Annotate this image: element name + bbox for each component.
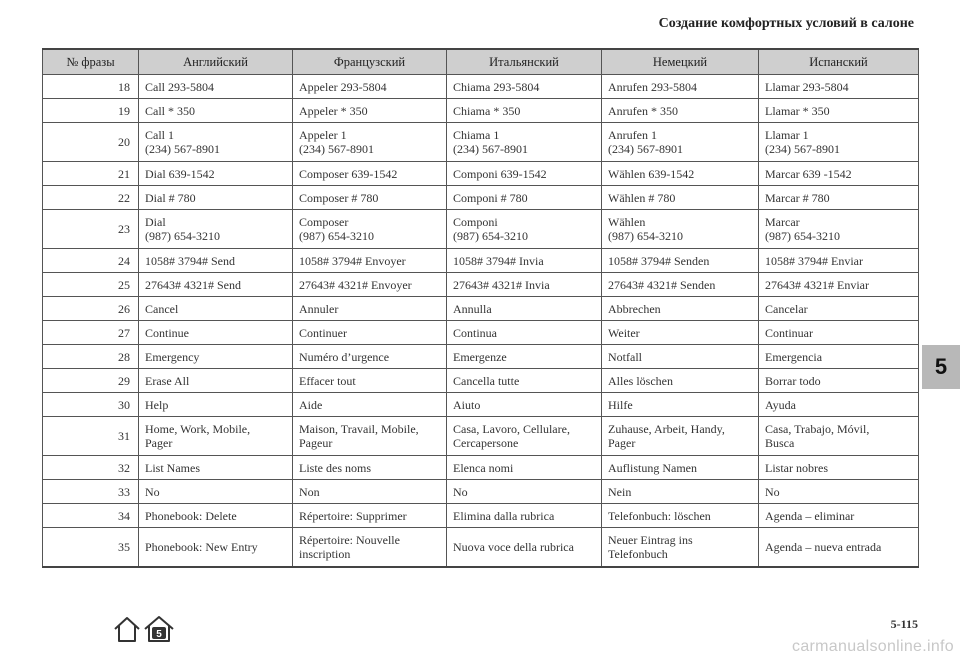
phrase-text: Wählen 639-1542 [608,166,695,181]
table-row [43,321,919,345]
chapter-home-icon [145,617,173,641]
phrase-cell [759,417,919,456]
phrase-text: Dial 639-1542 [145,166,215,181]
table-row [43,99,919,123]
phrase-cell [602,249,759,273]
phrase-text: Erase All [145,373,190,388]
phrase-text: Nuova voce della rubrica [453,539,574,554]
phrase-text: Cancella tutte [453,373,520,388]
phrase-cell [759,345,919,369]
phrase-cell [139,504,293,528]
phrase-cell [447,162,602,186]
phrase-text: (987) 654-3210 [145,229,220,243]
phrase-text: Cancel [145,301,179,316]
phrase-cell [759,456,919,480]
phrase-text: Chiama * 350 [453,103,521,118]
phrase-cell [759,528,919,567]
phrase-text: Effacer tout [299,373,356,388]
phrase-number-cell: 34 [43,504,139,528]
phrase-text: Dial # 780 [145,190,196,205]
table-row [43,504,919,528]
phrase-number-cell: 28 [43,345,139,369]
phrase-text: 1058# 3794# Enviar [765,253,863,268]
phrase-cell [602,75,759,99]
phrase-text: Composer # 780 [299,190,379,205]
phrase-cell [602,393,759,417]
phrase-cell [759,504,919,528]
phrase-text: Répertoire: Supprimer [299,508,407,523]
phrase-text: Marcar # 780 [765,190,830,205]
watermark: carmanualsonline.info [792,638,954,655]
phrase-text: No [765,484,780,499]
phrase-cell [139,528,293,567]
phrase-cell [759,273,919,297]
phrase-cell [447,321,602,345]
column-header: Французский [293,49,447,75]
phrase-cell [602,345,759,369]
phrase-text: Telefonbuch: löschen [608,508,711,523]
phrase-text: (987) 654-3210 [453,229,528,243]
table-row [43,456,919,480]
phrase-cell [293,345,447,369]
phrase-number-cell: 31 [43,417,139,456]
phrase-cell [293,369,447,393]
phrase-cell [139,186,293,210]
phrase-cell [602,186,759,210]
phrase-text: Borrar todo [765,373,821,388]
phrase-cell [759,297,919,321]
phrase-number-cell: 20 [43,123,139,162]
phrase-text: Casa, Lavoro, Cellulare, [453,422,570,436]
phrase-cell [602,456,759,480]
phrase-text: Composer 639-1542 [299,166,398,181]
phrase-text: Home, Work, Mobile, [145,422,251,436]
phrase-cell [293,417,447,456]
phrase-cell [139,162,293,186]
phrase-cell [139,273,293,297]
table-body [43,75,919,567]
column-header: Английский [139,49,293,75]
phrase-cell [602,504,759,528]
phrase-cell [759,249,919,273]
table-row [43,210,919,249]
phrase-cell [139,210,293,249]
phrase-number-cell: 18 [43,75,139,99]
phrase-cell [139,75,293,99]
table-row [43,345,919,369]
home-icon [115,618,139,641]
phrase-text: Répertoire: Nouvelle [299,532,400,547]
phrase-text: Call * 350 [145,103,195,118]
phrase-cell [139,99,293,123]
phrase-cell [447,123,602,162]
table-row [43,186,919,210]
phrase-cell [293,162,447,186]
phrase-number-cell: 19 [43,99,139,123]
phrase-text: Listar nobres [765,460,828,475]
phrase-text: 27643# 4321# Envoyer [299,277,412,292]
phrase-cell [759,210,919,249]
column-header: Немецкий [602,49,759,75]
phrase-cell [759,480,919,504]
phrase-text: Continua [453,325,497,340]
phrase-text: Busca [765,436,795,450]
phrase-text: Pager [145,436,173,450]
phrase-text: Anrufen 1 [608,128,657,142]
phrase-text: Phonebook: Delete [145,508,237,523]
phrase-text: Hilfe [608,397,633,412]
column-header: Испанский [759,49,919,75]
phrase-text: Casa, Trabajo, Móvil, [765,422,870,436]
phrase-text: (987) 654-3210 [765,229,840,243]
phrase-text: Annuler [299,301,339,316]
phrase-text: Help [145,397,169,412]
phrase-cell [139,321,293,345]
phrase-text: Weiter [608,325,640,340]
phrase-cell [447,393,602,417]
phrase-text: 27643# 4321# Enviar [765,277,869,292]
phrase-text: Wählen # 780 [608,190,676,205]
phrase-text: (234) 567-8901 [145,142,220,156]
table-row [43,123,919,162]
footer-icons [112,614,176,644]
phrase-cell [447,297,602,321]
phrase-number-cell: 21 [43,162,139,186]
table-row [43,75,919,99]
phrase-cell [293,186,447,210]
phrase-text: (234) 567-8901 [299,142,374,156]
phrase-text: Llamar * 350 [765,103,830,118]
phrase-text: Annulla [453,301,492,316]
phrase-text: Neuer Eintrag ins [608,532,693,547]
phrase-cell [759,321,919,345]
phrase-cell [293,210,447,249]
phrase-text: Alles löschen [608,373,673,388]
phrase-text: (987) 654-3210 [608,229,683,243]
phrase-cell [447,504,602,528]
phrase-text: Dial [145,215,166,229]
table-row [43,417,919,456]
phrase-cell [139,417,293,456]
phrase-cell [139,297,293,321]
phrase-text: Chiama 293-5804 [453,79,540,94]
phrase-text: Componi [453,215,498,229]
phrase-cell [602,321,759,345]
chapter-icon-label: 5 [156,629,162,640]
phrase-cell [293,393,447,417]
phrase-cell [447,273,602,297]
phrase-text: Maison, Travail, Mobile, [299,422,419,436]
phrase-cell [139,345,293,369]
phrase-text: Ayuda [765,397,796,412]
phrase-cell [139,369,293,393]
phrase-text: inscription [299,546,351,561]
phrase-text: (234) 567-8901 [608,142,683,156]
phrase-cell [293,480,447,504]
phrase-text: Anrufen 293-5804 [608,79,697,94]
phrase-text: Continue [145,325,189,340]
phrase-text: No [453,484,468,499]
phrase-cell [602,99,759,123]
phrase-number-cell: 33 [43,480,139,504]
phrase-cell [759,162,919,186]
phrase-text: Llamar 1 [765,128,809,142]
phrase-cell [602,123,759,162]
phrase-cell [447,186,602,210]
phrase-number-cell: 23 [43,210,139,249]
phrase-cell [139,393,293,417]
phrase-text: Numéro d’urgence [299,349,390,364]
phrase-text: 1058# 3794# Send [145,253,235,268]
phrase-number-cell: 35 [43,528,139,567]
phrase-cell [447,528,602,567]
phrase-text: Componi # 780 [453,190,528,205]
phrase-text: 1058# 3794# Senden [608,253,710,268]
table-row [43,480,919,504]
phrase-cell [447,456,602,480]
table-header [43,49,919,75]
phrase-text: Agenda – nueva entrada [765,539,882,554]
phrase-text: Cercapersone [453,436,519,450]
phrase-cell [759,393,919,417]
phrase-cell [759,123,919,162]
phrase-text: Chiama 1 [453,128,500,142]
phrase-cell [447,480,602,504]
phrase-text: 1058# 3794# Invia [453,253,544,268]
page-number: 5-115 [890,617,918,631]
phrase-cell [447,369,602,393]
table-header-row [43,49,919,75]
phrase-text: Appeler 293-5804 [299,79,387,94]
phrase-cell [293,99,447,123]
phrase-cell [602,417,759,456]
chapter-side-tab: 5 [922,345,960,389]
phrase-text: Non [299,484,320,499]
table-row [43,393,919,417]
phrase-cell [759,369,919,393]
phrase-text: 27643# 4321# Send [145,277,241,292]
column-header: Итальянский [447,49,602,75]
phrase-text: Pager [608,436,636,450]
phrase-text: Zuhause, Arbeit, Handy, [608,422,725,436]
phrase-text: Continuar [765,325,813,340]
phrase-text: Emergenze [453,349,507,364]
phrase-cell [139,249,293,273]
phrase-cell [447,75,602,99]
phrase-text: Auflistung Namen [608,460,697,475]
phrase-cell [602,297,759,321]
phrase-cell [293,504,447,528]
phrase-text: Marcar [765,215,800,229]
phrase-cell [602,369,759,393]
phrase-text: Marcar 639 -1542 [765,166,852,181]
phrase-table [42,48,919,568]
phrase-text: Cancelar [765,301,808,316]
phrase-cell [293,75,447,99]
table-row [43,249,919,273]
phrase-text: 27643# 4321# Senden [608,277,716,292]
phrase-text: Aide [299,397,323,412]
phrase-cell [139,480,293,504]
phrase-number-cell: 22 [43,186,139,210]
phrase-cell [139,123,293,162]
phrase-cell [602,528,759,567]
table-row [43,297,919,321]
phrase-text: Call 293-5804 [145,79,214,94]
phrase-text: List Names [145,460,200,475]
phrase-cell [139,456,293,480]
phrase-text: Composer [299,215,349,229]
phrase-cell [293,456,447,480]
phrase-cell [293,249,447,273]
phrase-number-cell: 25 [43,273,139,297]
phrase-cell [447,417,602,456]
phrase-text: Componi 639-1542 [453,166,547,181]
column-header: № фразы [43,49,139,75]
phrase-text: Nein [608,484,632,499]
table-row [43,273,919,297]
phrase-text: Llamar 293-5804 [765,79,849,94]
phrase-number-cell: 29 [43,369,139,393]
phrase-text: 1058# 3794# Envoyer [299,253,406,268]
phrase-cell [447,210,602,249]
phrase-text: Anrufen * 350 [608,103,678,118]
phrase-text: Appeler * 350 [299,103,368,118]
phrase-text: Agenda – eliminar [765,508,855,523]
phrase-text: Emergency [145,349,200,364]
phrase-text: Elenca nomi [453,460,514,475]
phrase-text: No [145,484,160,499]
phrase-text: Appeler 1 [299,128,347,142]
phrase-number-cell: 26 [43,297,139,321]
phrase-cell [293,297,447,321]
phrase-cell [293,123,447,162]
phrase-cell [293,321,447,345]
phrase-text: Emergencia [765,349,823,364]
phrase-number-cell: 30 [43,393,139,417]
phrase-text: (987) 654-3210 [299,229,374,243]
phrase-text: Liste des noms [299,460,371,475]
phrase-cell [293,273,447,297]
phrase-text: Abbrechen [608,301,661,316]
phrase-cell [759,186,919,210]
phrase-number-cell: 27 [43,321,139,345]
phrase-text: Phonebook: New Entry [145,539,258,554]
table-row [43,369,919,393]
phrase-cell [602,273,759,297]
phrase-text: Call 1 [145,128,174,142]
phrase-cell [759,99,919,123]
phrase-cell [293,528,447,567]
phrase-text: Elimina dalla rubrica [453,508,555,523]
phrase-cell [447,249,602,273]
phrase-text: Continuer [299,325,347,340]
phrase-text: Notfall [608,349,642,364]
page-header-title: Создание комфортных условий в салоне [658,16,914,31]
phrase-text: (234) 567-8901 [765,142,840,156]
phrase-text: 27643# 4321# Invia [453,277,550,292]
phrase-cell [602,162,759,186]
phrase-cell [602,210,759,249]
table-row [43,528,919,567]
phrase-number-cell: 32 [43,456,139,480]
phrase-text: Wählen [608,215,646,229]
table-row [43,162,919,186]
phrase-text: Telefonbuch [608,546,668,561]
phrase-text: (234) 567-8901 [453,142,528,156]
phrase-text: Aiuto [453,397,481,412]
phrase-cell [759,75,919,99]
phrase-cell [447,99,602,123]
phrase-table-container [42,48,918,568]
phrase-cell [447,345,602,369]
phrase-number-cell: 24 [43,249,139,273]
phrase-text: Pageur [299,436,333,450]
phrase-cell [602,480,759,504]
